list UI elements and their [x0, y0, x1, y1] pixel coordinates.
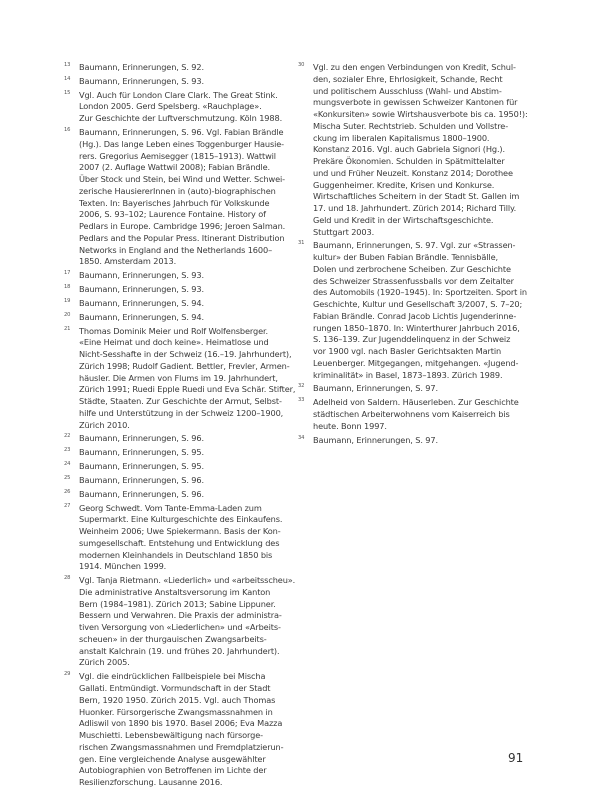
footnote-text-line: Weinheim 2006; Uwe Spiekermann. Basis der Kon-: [79, 526, 281, 537]
footnote-text-line: Thomas Dominik Meier und Rolf Wolfensberger.: [79, 325, 268, 336]
footnote-number: 21: [64, 325, 71, 332]
footnote-text-line: Vgl. Tanja Rietmann. «Liederlich» und «arbeitsscheu».: [79, 575, 296, 586]
footnote: [64, 312, 292, 324]
footnote-text-line: und und Früher Neuzeit. Konstanz 2014; Dorothee: [313, 167, 513, 178]
footnote-text-line: Baumann, Erinnerungen, S. 97.: [313, 383, 438, 394]
footnote: [64, 447, 292, 459]
footnote-text-line: Zürich 2010.: [79, 419, 130, 430]
footnote-text-line: Resilienzforschung. Lausanne 2016.: [79, 777, 223, 787]
footnote-text-line: 1850. Amsterdam 2013.: [79, 256, 177, 267]
footnote-text-line: Georg Schwedt. Vom Tante-Emma-Laden zum: [79, 502, 262, 513]
footnote-text-line: Pedlars in Europe. Cambridge 1996; Jeroen Salman.: [79, 221, 286, 232]
footnote-text-line: vor 1900 vgl. nach Basler Gerichtsakten Martin: [313, 346, 502, 357]
footnote-text-line: des Schweizer Strassenfussballs vor dem Zeitalter: [313, 275, 514, 286]
footnote-text-line: ckung im liberalen Kapitalismus 1800–1900.: [313, 132, 490, 143]
footnote-text-line: Bern, 1920 1950. Zürich 2015. Vgl. auch Thomas: [79, 694, 276, 705]
footnote-text-line: Zürich 1998; Rudolf Gadient. Bettler, Frevler, Armen-: [79, 360, 290, 371]
footnote-text-line: Baumann, Erinnerungen, S. 97.: [313, 434, 438, 445]
footnote-text-line: «Eine Heimat und doch keine». Heimatlose und: [79, 337, 269, 348]
footnote-text-line: tiven Versorgung von «Liederlichen» und «Arbeits-: [79, 622, 281, 633]
footnote-text-line: Nicht-Sesshafte in der Schweiz (16.–19. Jahrhundert),: [79, 349, 292, 359]
footnote: [64, 671, 292, 789]
footnote-text-line: Baumann, Erinnerungen, S. 93.: [79, 283, 204, 294]
footnote-text-line: sumgesellschaft. Entstehung und Entwicklung des: [79, 537, 280, 548]
footnote-text-line: gen. Eine vergleichende Analyse ausgewählter: [79, 753, 266, 764]
footnote-text-line: Leuenberger. Mitgegangen, mitgehangen. «Jugend-: [313, 357, 519, 368]
footnote-number: 20: [64, 311, 71, 318]
footnote: [64, 461, 292, 473]
footnote-text-line: Vgl. die eindrücklichen Fallbeispiele bei Mischa: [79, 671, 266, 682]
footnote: [64, 489, 292, 501]
footnote-text-line: Adliswil von 1890 bis 1970. Basel 2006; Eva Mazza: [79, 718, 283, 729]
footnote-text-line: hilfe und Unterstützung in der Schweiz 1200–1900,: [79, 407, 284, 418]
footnote-text-line: Geschichte, Kultur und Gesellschaft 3/2007, S. 7–20;: [313, 299, 523, 310]
footnote-number: 15: [64, 89, 71, 96]
footnote-number: 26: [64, 488, 71, 495]
footnote-text-line: Baumann, Erinnerungen, S. 92.: [79, 62, 204, 72]
footnote: [64, 475, 292, 487]
footnote-text-line: Baumann, Erinnerungen, S. 96.: [79, 433, 204, 444]
footnote-text-line: S. 136–139. Zur Jugenddelinquenz in der Schweiz: [313, 334, 511, 345]
footnote-text-line: Muschietti. Lebensbewältigung nach fürsorge-: [79, 730, 263, 740]
footnote-number: 22: [64, 433, 71, 440]
footnote-text-line: und politischem Ausschluss (Wahl- und Abstim-: [313, 85, 502, 96]
footnote: [298, 383, 542, 395]
footnote-text-line: städtischen Arbeiterwohnens vom Kaiserreich bis: [313, 409, 510, 420]
footnote-text-line: «Konkursiten» sowie Wirtshausverbote bis ca. 1950!):: [313, 109, 528, 119]
footnote-number: 34: [298, 434, 305, 441]
footnote-text-line: Baumann, Erinnerungen, S. 93.: [79, 75, 204, 86]
footnote: [64, 575, 296, 669]
footnote-text-line: Zürich 1991; Ruedi Epple Ruedi und Eva Schär. Stifter,: [79, 384, 296, 395]
footnote: [298, 62, 542, 238]
footnote-text-line: häusler. Die Armen von Flums im 19. Jahrhundert,: [79, 372, 278, 383]
footnote: [64, 298, 292, 310]
footnote-text-line: Zur Geschichte der Luftverschmutzung. Köln 1988.: [79, 113, 283, 124]
footnote: [64, 284, 292, 296]
footnote-text-line: 17. und 18. Jahrhundert. Zürich 2014; Richard Tilly.: [313, 203, 517, 213]
footnote-text-line: Gallati. Entmündigt. Vormundschaft in der Stadt: [79, 683, 271, 693]
footnote-number: 19: [64, 297, 71, 304]
footnote: [64, 325, 296, 432]
footnote-text-line: Baumann, Erinnerungen, S. 96.: [79, 488, 204, 499]
footnote-number: 33: [298, 397, 305, 404]
footnote-text-line: Über Stock und Stein, bei Wind und Wetter. Schwei-: [79, 174, 285, 185]
footnote-text-line: Prekäre Ökonomien. Schulden in Spätmittelalter: [313, 156, 505, 166]
footnote-number: 17: [64, 270, 71, 277]
footnote-text-line: modernen Kleinhandels in Deutschland 1850 bis: [79, 549, 273, 560]
footnote-text-line: Dolen und zerbrochene Scheiben. Zur Geschichte: [313, 263, 511, 274]
footnote-text-line: 1914. München 1999.: [79, 561, 167, 572]
footnote-text-line: Autobiographien von Betroffenen im Lichte der: [79, 765, 267, 776]
footnote-number: 27: [64, 502, 71, 509]
footnote-number: 13: [64, 62, 71, 68]
footnote-text-line: rungen 1850–1870. In: Winterthurer Jahrbuch 2016,: [313, 322, 520, 333]
footnote-text-line: Networks in England and the Netherlands 1600–: [79, 244, 273, 255]
footnote-number: 24: [64, 461, 71, 468]
footnote-number: 23: [64, 447, 71, 454]
page-number: 91: [508, 751, 524, 765]
footnote-text-line: zerische HausiererInnen in (auto)-biographischen: [79, 185, 276, 196]
footnote: [64, 76, 292, 88]
footnote-text-line: Adelheid von Saldern. Häuserleben. Zur Geschichte: [313, 397, 519, 408]
footnote-text-line: Texten. In: Bayerisches Jahrbuch für Volkskunde: [79, 197, 270, 208]
footnote-number: 16: [64, 127, 71, 134]
footnote-text-line: (Hg.). Das lange Leben eines Toggenburger Hausie-: [79, 138, 285, 149]
footnote-text-line: Fabian Brändle. Conrad Jacob Lichtis Jugenderinne-: [313, 310, 517, 321]
footnote-text-line: Baumann, Erinnerungen, S. 95.: [79, 447, 204, 458]
footnote-text-line: Baumann, Erinnerungen, S. 94.: [79, 311, 204, 322]
footnote-text-line: rischen Zwangsmassnahmen und Fremdplatzierun-: [79, 741, 284, 752]
footnote-number: 29: [64, 671, 71, 678]
footnote-number: 25: [64, 474, 71, 481]
footnote-text-line: anstalt Kalchrain (19. und frühes 20. Jahrhundert).: [79, 645, 280, 656]
footnote-text-line: Baumann, Erinnerungen, S. 96.: [79, 474, 204, 485]
footnote-text-line: Bern (1984–1981). Zürich 2013; Sabine Lippuner.: [79, 598, 276, 609]
footnote-number: 30: [298, 62, 305, 68]
footnote: [64, 90, 292, 125]
footnote-text-line: Baumann, Erinnerungen, S. 95.: [79, 461, 204, 472]
footnote-text-line: Mischa Suter. Rechtstrieb. Schulden und Vollstre-: [313, 120, 509, 131]
footnote-text-line: Konstanz 2016. Vgl. auch Gabriela Signori (Hg.).: [313, 144, 505, 155]
footnote-text-line: Stuttgart 2003.: [313, 226, 375, 237]
footnote-text-line: scheuen» in der thurgauischen Zwangsarbeits-: [79, 633, 267, 644]
footnote-number: 28: [64, 575, 71, 582]
footnote-text-line: London 2005. Gerd Spelsberg. «Rauchplage».: [79, 101, 262, 112]
footnote-text-line: heute. Bonn 1997.: [313, 420, 387, 431]
footnote-text-line: Vgl. zu den engen Verbindungen von Kredit, Schul-: [313, 62, 516, 72]
footnotes-left-column: [64, 62, 296, 791]
footnote-text-line: Supermarkt. Eine Kulturgeschichte des Einkaufens.: [79, 514, 283, 525]
footnote-text-line: den, sozialer Ehre, Ehrlosigkeit, Schande, Recht: [313, 73, 503, 84]
footnote: [298, 240, 542, 381]
footnote: [298, 397, 542, 432]
footnote-text-line: Baumann, Erinnerungen, S. 97. Vgl. zur «Strassen-: [313, 240, 516, 251]
footnote: [64, 270, 292, 282]
footnote-text-line: Städte, Staaten. Zur Geschichte der Armut, Selbst-: [79, 396, 282, 406]
footnote-text-line: Zürich 2005.: [79, 657, 130, 668]
footnote: [64, 433, 292, 445]
footnote-number: 31: [298, 240, 305, 247]
footnotes-right-column: [298, 62, 542, 448]
footnote: [64, 62, 292, 74]
footnote-text-line: Geld und Kredit in der Wirtschaftsgeschichte.: [313, 214, 494, 225]
footnote-text-line: Vgl. Auch für London Clare Clark. The Great Stink.: [79, 89, 278, 100]
footnote-number: 14: [64, 75, 71, 82]
footnote: [298, 435, 542, 447]
footnote-text-line: 2006, S. 93–102; Laurence Fontaine. History of: [79, 209, 266, 220]
footnote-text-line: Wirtschaftliches Scheitern in der Stadt St. Gallen im: [313, 191, 520, 202]
footnote-text-line: Baumann, Erinnerungen, S. 94.: [79, 297, 204, 308]
footnote-text-line: Huonker. Fürsorgerische Zwangsmassnahmen in: [79, 706, 273, 717]
footnote-text-line: Pedlars and the Popular Press. Itinerant Distribution: [79, 232, 285, 243]
footnote-text-line: mungsverbote in gewissen Schweizer Kantonen für: [313, 97, 518, 108]
footnote-text-line: kriminalität» in Basel, 1873–1893. Zürich 1989.: [313, 369, 503, 380]
footnote-text-line: Guggenheimer. Kredite, Krisen und Konkurse.: [313, 179, 495, 190]
footnote-text-line: Baumann, Erinnerungen, S. 96. Vgl. Fabian Brändle: [79, 127, 284, 138]
footnote-text-line: Baumann, Erinnerungen, S. 93.: [79, 270, 204, 281]
footnote-text-line: Die administrative Anstaltsversorung im Kanton: [79, 586, 271, 597]
footnote: [64, 127, 292, 268]
footnote-text-line: kultur» der Buben Fabian Brändle. Tennisbälle,: [313, 252, 498, 263]
footnote: [64, 503, 292, 574]
footnote-text-line: 2007 (2. Auflage Wattwil 2008); Fabian Brändle.: [79, 162, 271, 173]
footnote-number: 32: [298, 383, 305, 390]
footnote-text-line: des Automobils (1920–1945). In: Sportzeiten. Sport in: [313, 287, 527, 298]
footnote-number: 18: [64, 283, 71, 290]
footnote-text-line: Bessern und Verwahren. Die Praxis der administra-: [79, 610, 282, 621]
footnote-text-line: rers. Gregorius Aemisegger (1815–1913). Wattwil: [79, 150, 276, 161]
